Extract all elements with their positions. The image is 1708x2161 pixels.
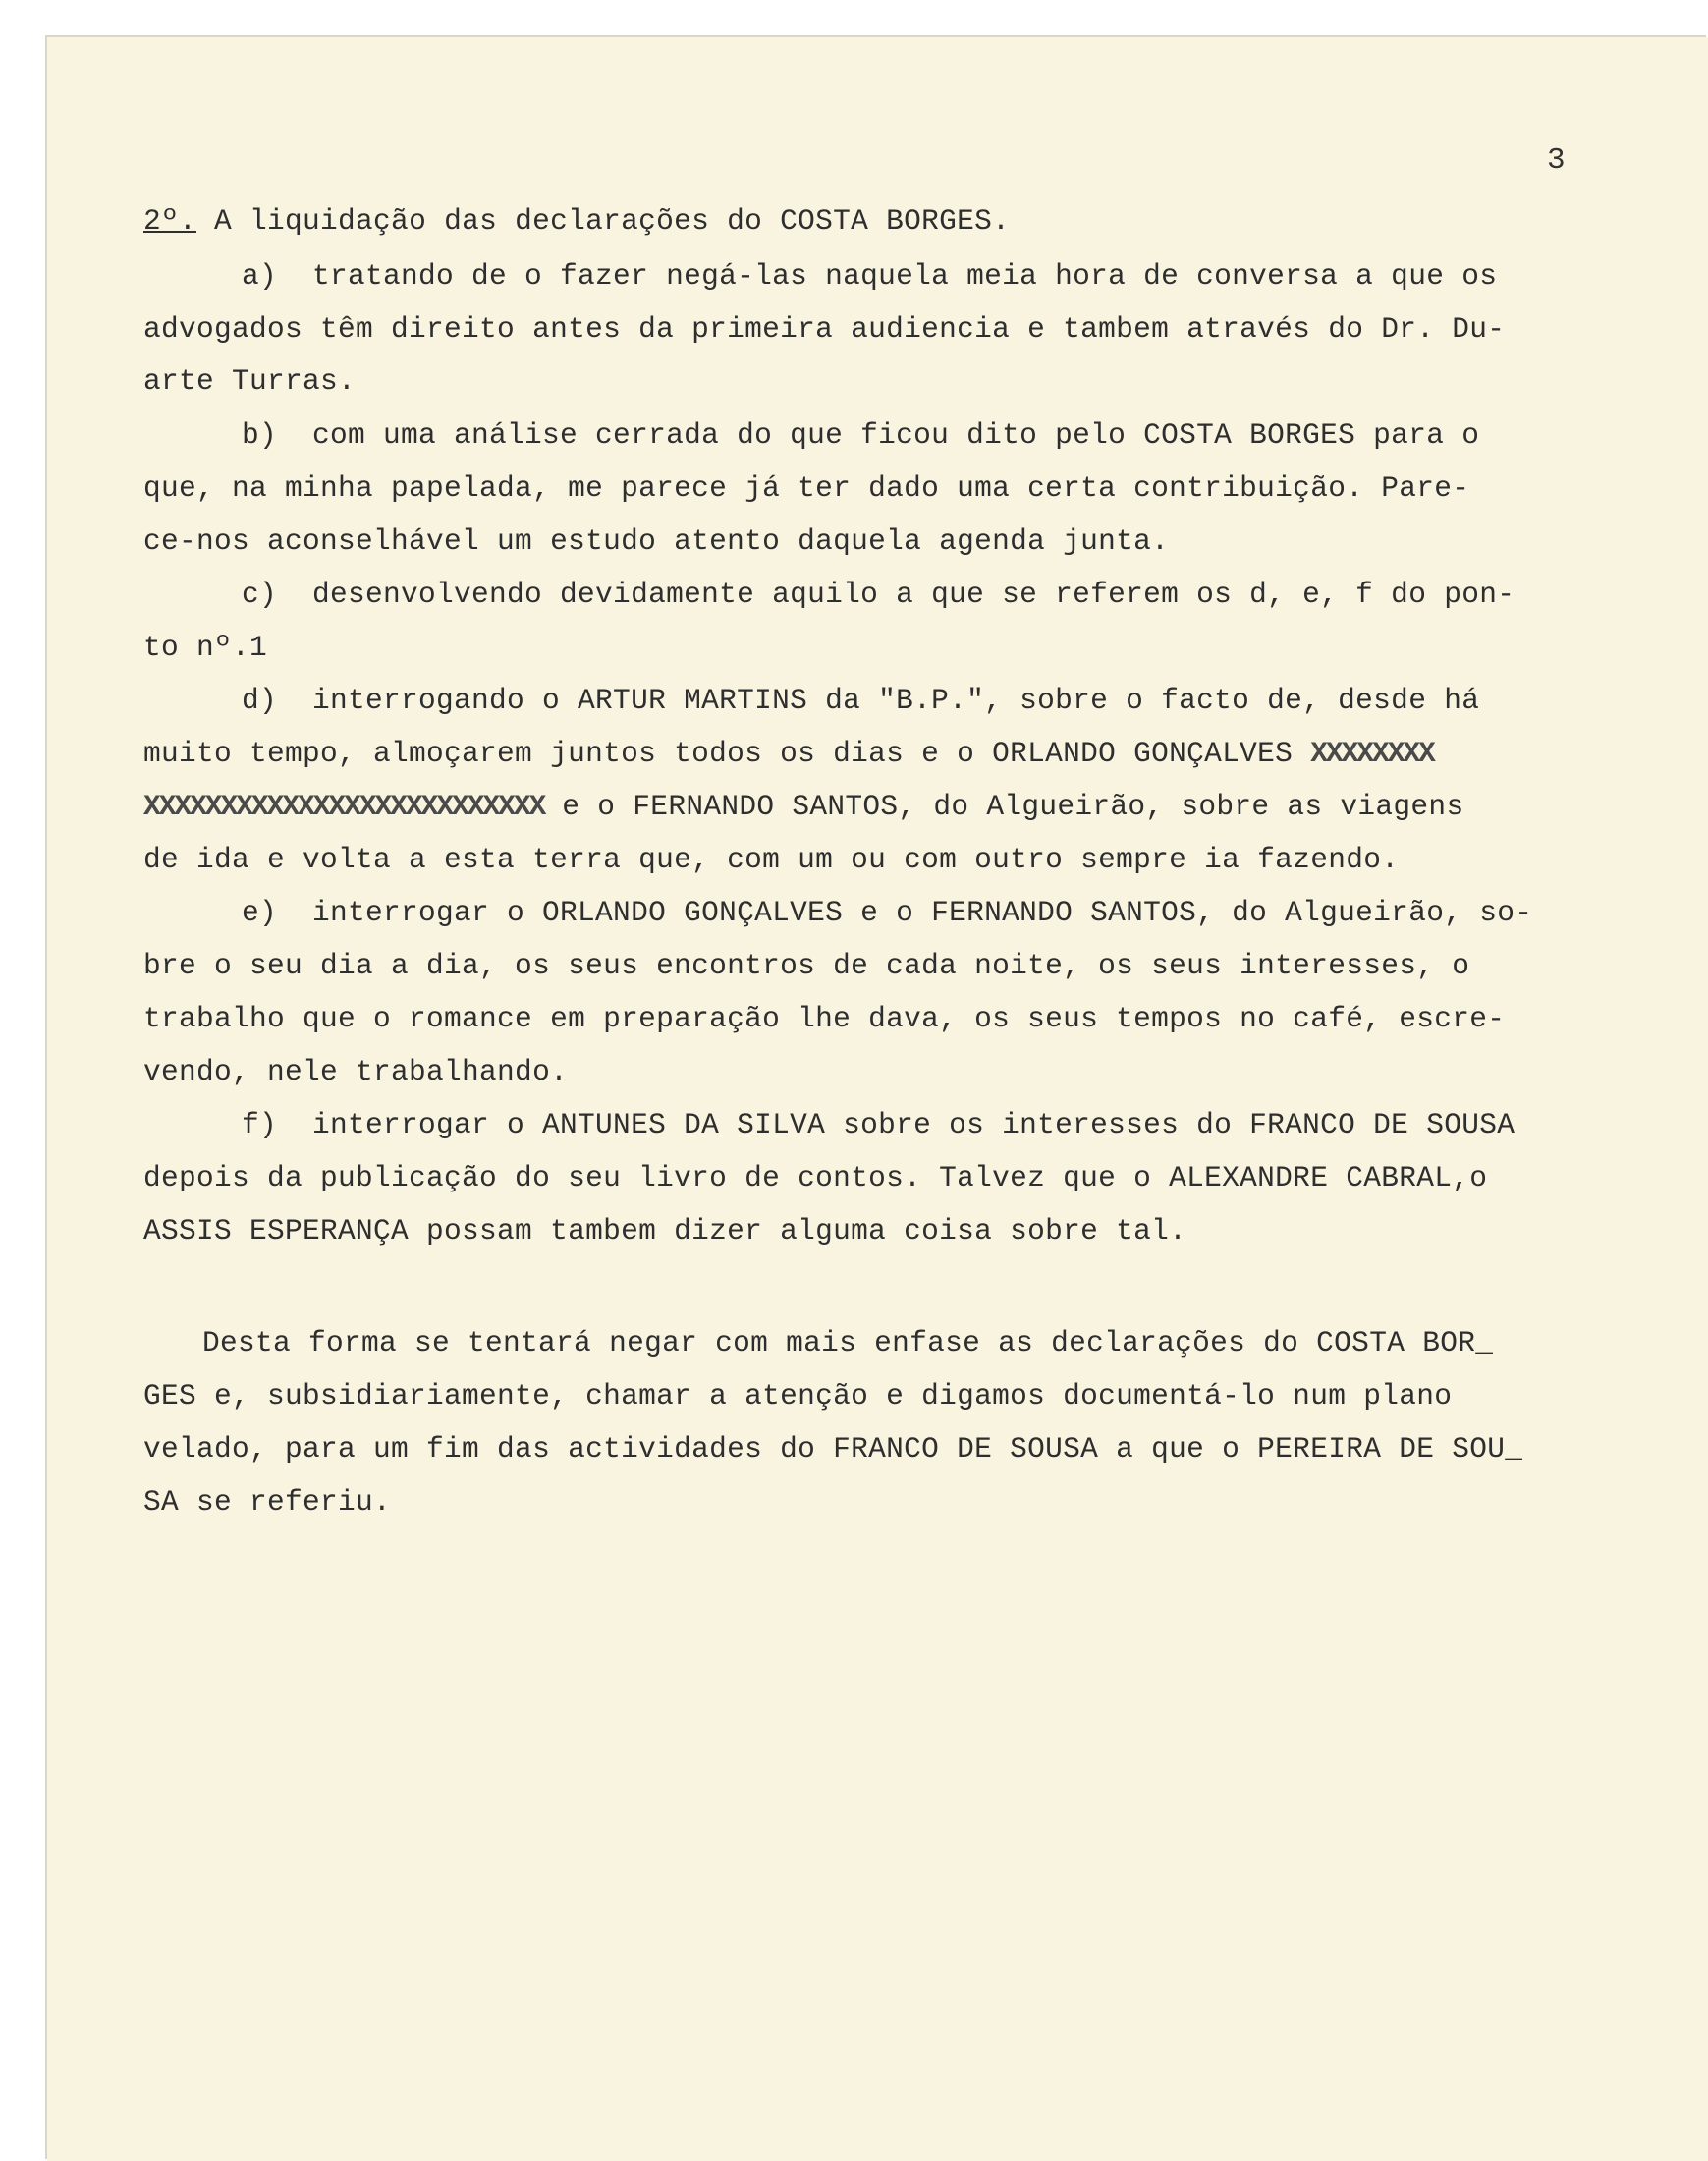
- strikeout-text: XXXXXXXX: [1310, 737, 1434, 770]
- body-line: to nº.1: [143, 631, 268, 664]
- body-line: de ida e volta a esta terra que, com um ou com outro sempre ia fazendo.: [143, 843, 1400, 876]
- body-line: que, na minha papelada, me parece já ter dado uma certa contribuição. Pare-: [143, 471, 1470, 505]
- body-line: e) interrogar o ORLANDO GONÇALVES e o FERNANDO SANTOS, do Algueirão, so-: [242, 896, 1533, 929]
- body-line: b) com uma análise cerrada do que ficou dito pelo COSTA BORGES para o: [242, 418, 1480, 452]
- closing-line: Desta forma se tentará negar com mais enfase as declarações do COSTA BOR_: [202, 1326, 1494, 1359]
- strikeout-text: XXXXXXXXXXXXXXXXXXXXXXXXXX: [143, 790, 545, 823]
- section-heading: [143, 204, 1010, 238]
- body-line: [143, 737, 1434, 770]
- body-line: ASSIS ESPERANÇA possam tambem dizer alguma coisa sobre tal.: [143, 1214, 1187, 1247]
- body-line: f) interrogar o ANTUNES DA SILVA sobre os interesses do FRANCO DE SOUSA: [242, 1108, 1515, 1141]
- body-line: a) tratando de o fazer negá-las naquela meia hora de conversa a que os: [242, 259, 1498, 293]
- page-number: 3: [1547, 143, 1566, 178]
- closing-line: velado, para um fim das actividades do FRANCO DE SOUSA a que o PEREIRA DE SOU_: [143, 1432, 1523, 1466]
- typewritten-page: [47, 37, 1708, 2161]
- body-line: advogados têm direito antes da primeira audiencia e tambem através do Dr. Du-: [143, 312, 1506, 346]
- body-line: d) interrogando o ARTUR MARTINS da "B.P.", sobre o facto de, desde há: [242, 684, 1480, 717]
- body-line: depois da publicação do seu livro de contos. Talvez que o ALEXANDRE CABRAL,o: [143, 1161, 1488, 1194]
- body-line-text: muito tempo, almoçarem juntos todos os dias e o ORLANDO GONÇALVES: [143, 737, 1311, 770]
- body-line: [143, 790, 1463, 823]
- body-line-text: e o FERNANDO SANTOS, do Algueirão, sobre as viagens: [562, 790, 1464, 823]
- section-heading-text: A liquidação das declarações do COSTA BORGES.: [214, 204, 1011, 238]
- body-line: arte Turras.: [143, 364, 357, 398]
- section-marker: 2º.: [143, 204, 197, 238]
- body-line: ce-nos aconselhável um estudo atento daquela agenda junta.: [143, 525, 1170, 558]
- body-line: trabalho que o romance em preparação lhe dava, os seus tempos no café, escre-: [143, 1002, 1506, 1035]
- closing-line: GES e, subsidiariamente, chamar a atenção e digamos documentá-lo num plano: [143, 1379, 1453, 1413]
- body-line: bre o seu dia a dia, os seus encontros de cada noite, os seus interesses, o: [143, 949, 1470, 982]
- body-line: vendo, nele trabalhando.: [143, 1055, 569, 1088]
- body-line: c) desenvolvendo devidamente aquilo a que se referem os d, e, f do pon-: [242, 578, 1515, 611]
- closing-line: SA se referiu.: [143, 1485, 392, 1519]
